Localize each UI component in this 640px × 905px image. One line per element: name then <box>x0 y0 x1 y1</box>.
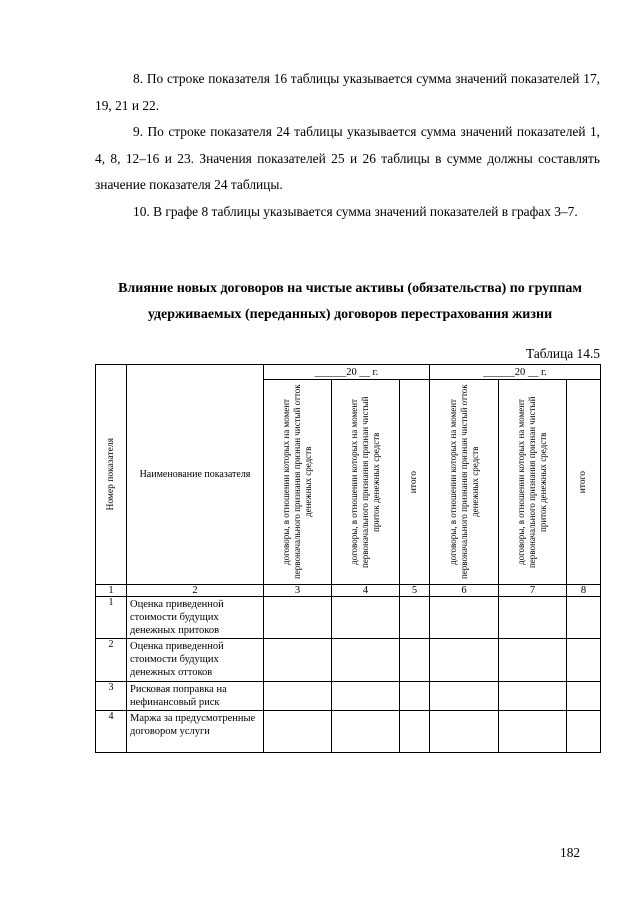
data-cell <box>567 639 601 682</box>
data-cell <box>332 711 400 753</box>
header-col-3: договоры, в отношении которых на момент первоначального признания признан чистый отток денежных средств <box>281 384 313 580</box>
data-cell <box>567 597 601 639</box>
data-cell <box>430 597 499 639</box>
row-name: Рисковая поправка на нефинансовый риск <box>127 682 264 711</box>
row-number: 4 <box>96 711 127 753</box>
row-number: 3 <box>96 682 127 711</box>
data-cell <box>499 682 567 711</box>
header-col-8-cell <box>567 380 601 585</box>
header-col-5: итого <box>409 470 419 494</box>
data-cell <box>264 639 332 682</box>
data-cell <box>499 711 567 753</box>
header-col-4: договоры, в отношении которых на момент первоначального признания признан чистый приток денежных средств <box>349 396 381 568</box>
header-number: Номер показателя <box>105 438 116 511</box>
data-cell <box>400 639 430 682</box>
data-cell <box>430 639 499 682</box>
data-cell <box>400 711 430 753</box>
header-name: Наименование показателя <box>127 365 264 585</box>
table-title: Влияние новых договоров на чистые активы (обязательства) по группам удерживаемых (переданных) договоров перестрахования жизни <box>118 281 582 322</box>
paragraph-9: 9. По строке показателя 24 таблицы указывается сумма значений показателей 1, 4, 8, 12–16 и 23. Значения показателей 25 и 26 таблицы в сумме должны составлять значение показателя 24 таблицы. <box>95 124 600 192</box>
data-cell <box>430 682 499 711</box>
data-cell <box>264 682 332 711</box>
row-number: 2 <box>96 639 127 682</box>
row-number: 1 <box>96 597 127 639</box>
header-col-6-cell <box>430 380 499 585</box>
paragraph-8: 8. По строке показателя 16 таблицы указывается сумма значений показателей 17, 19, 21 и 22. <box>95 71 600 113</box>
column-number: 7 <box>499 585 567 597</box>
year-header-2: ______20 __ г. <box>430 365 601 380</box>
column-number: 8 <box>567 585 601 597</box>
table-row <box>96 639 601 682</box>
data-table <box>95 364 601 753</box>
data-cell <box>332 597 400 639</box>
year-header-1: ______20 __ г. <box>264 365 430 380</box>
header-number-cell <box>96 365 127 585</box>
column-number: 2 <box>127 585 264 597</box>
page-number: 182 <box>560 845 581 860</box>
data-cell <box>332 682 400 711</box>
data-cell <box>264 597 332 639</box>
header-col-4-cell <box>332 380 400 585</box>
data-cell <box>567 682 601 711</box>
data-cell <box>430 711 499 753</box>
data-cell <box>264 711 332 753</box>
column-number: 5 <box>400 585 430 597</box>
table-caption: Таблица 14.5 <box>525 346 600 361</box>
data-cell <box>332 639 400 682</box>
header-col-6: договоры, в отношении которых на момент первоначального признания признан чистый отток денежных средств <box>447 384 480 580</box>
data-cell <box>567 711 601 753</box>
data-cell <box>400 597 430 639</box>
data-cell <box>499 639 567 682</box>
column-number: 1 <box>96 585 127 597</box>
header-col-5-cell <box>400 380 430 585</box>
header-col-3-cell <box>264 380 332 585</box>
row-name: Маржа за предусмотренные договором услуги <box>127 711 264 753</box>
header-col-7-cell <box>499 380 567 585</box>
table-row <box>96 597 601 639</box>
column-number-row <box>96 585 601 597</box>
column-number: 4 <box>332 585 400 597</box>
data-cell <box>499 597 567 639</box>
column-number: 6 <box>430 585 499 597</box>
header-col-8: итого <box>578 470 588 494</box>
row-name: Оценка приведенной стоимости будущих денежных притоков <box>127 597 264 639</box>
paragraph-10: 10. В графе 8 таблицы указывается сумма значений показателей в графах 3–7. <box>133 204 578 219</box>
row-name: Оценка приведенной стоимости будущих денежных оттоков <box>127 639 264 682</box>
table-row <box>96 682 601 711</box>
data-cell <box>400 682 430 711</box>
column-number: 3 <box>264 585 332 597</box>
table-row <box>96 711 601 753</box>
header-col-7: договоры, в отношении которых на момент первоначального признания признан чистый приток денежных средств <box>516 396 548 568</box>
